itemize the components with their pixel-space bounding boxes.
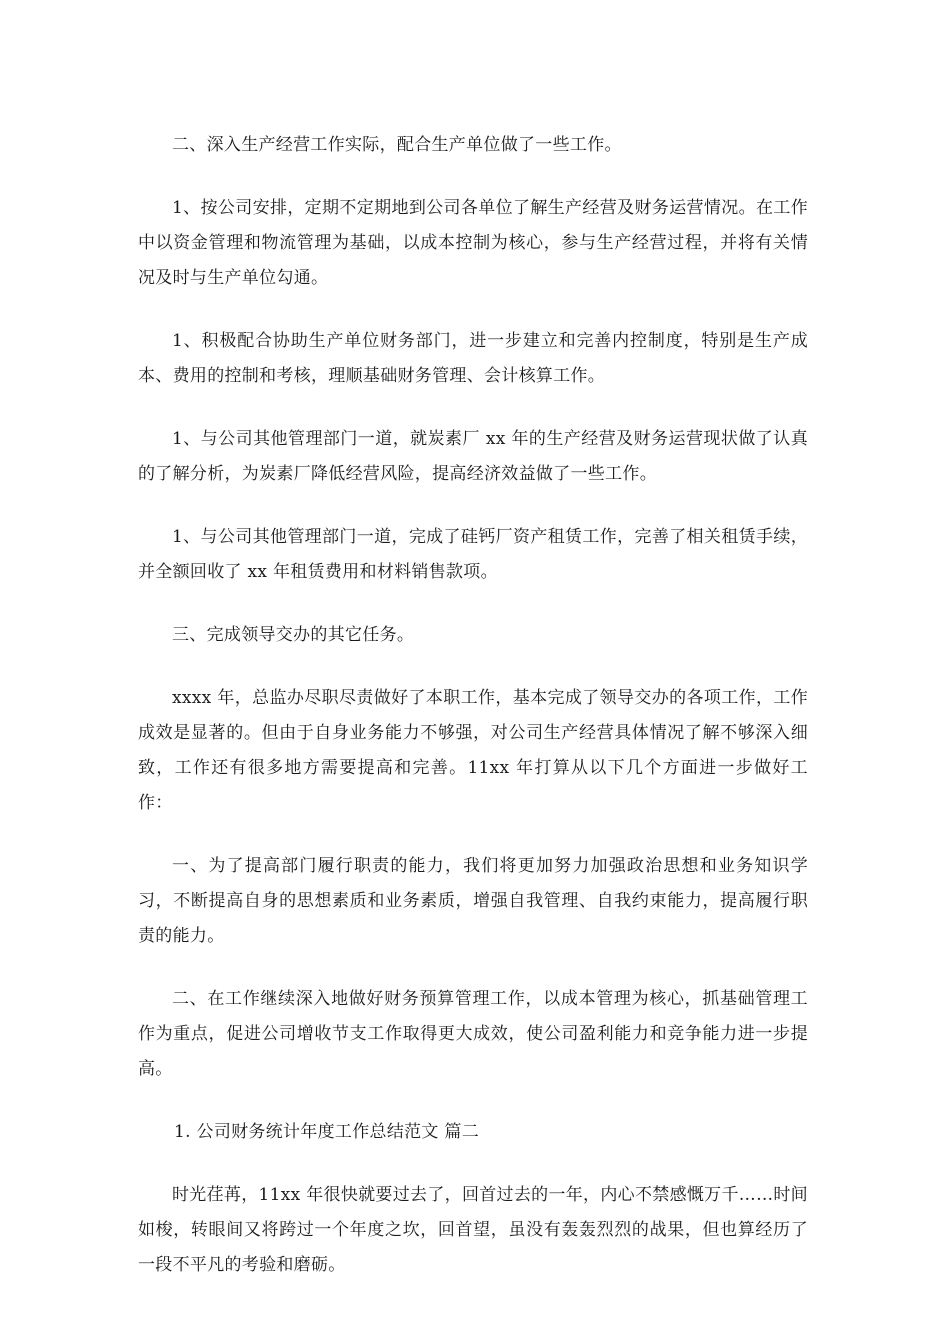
- paragraph-item-carbon-plant: 1、与公司其他管理部门一道，就炭素厂 xx 年的生产经营及财务运营现状做了认真的了解分析，为炭素厂降低经营风险，提高经济效益做了一些工作。: [138, 429, 808, 484]
- paragraph-item-internal-control: 1、积极配合协助生产单位财务部门，进一步建立和完善内控制度，特别是生产成本、费用的控制和考核，理顺基础财务管理、会计核算工作。: [138, 331, 808, 386]
- paragraph-plan-one: 一、为了提高部门履行职责的能力，我们将更加努力加强政治思想和业务知识学习，不断提高自身的思想素质和业务素质，增强自我管理、自我约束能力，提高履行职责的能力。: [138, 856, 808, 946]
- paragraph-item-schedule-visits: 1、按公司安排，定期不定期地到公司各单位了解生产经营及财务运营情况。在工作中以资金管理和物流管理为基础，以成本控制为核心，参与生产经营过程，并将有关情况及时与生产单位勾通。: [138, 198, 808, 288]
- paragraph-item-silicon-calcium-lease: 1、与公司其他管理部门一道，完成了硅钙厂资产租赁工作，完善了相关租赁手续，并全额回收了 xx 年租赁费用和材料销售款项。: [138, 527, 808, 582]
- paragraph-year-summary: xxxx 年，总监办尽职尽责做好了本职工作，基本完成了领导交办的各项工作，工作成效是显著的。但由于自身业务能力不够强，对公司生产经营具体情况了解不够深入细致，工作还有很多地方需要提高和完善。11xx 年打算从以下几个方面进一步做好工作：: [138, 688, 808, 813]
- paragraph-section-three-heading: 三、完成领导交办的其它任务。: [172, 625, 415, 645]
- paragraph-article-two-intro: 时光荏苒，11xx 年很快就要过去了，回首过去的一年，内心不禁感慨万千……时间如梭，转眼间又将跨过一个年度之坎，回首望，虽没有轰轰烈烈的战果，但也算经历了一段不平凡的考验和磨砺。: [138, 1185, 808, 1275]
- paragraph-article-two-title: 1. 公司财务统计年度工作总结范文 篇二: [174, 1122, 480, 1142]
- document-body: [138, 128, 808, 1311]
- paragraph-section-two-heading: 二、深入生产经营工作实际，配合生产单位做了一些工作。: [172, 135, 622, 155]
- paragraph-plan-two: 二、在工作继续深入地做好财务预算管理工作，以成本管理为核心，抓基础管理工作为重点，促进公司增收节支工作取得更大成效，使公司盈利能力和竞争能力进一步提高。: [138, 989, 808, 1079]
